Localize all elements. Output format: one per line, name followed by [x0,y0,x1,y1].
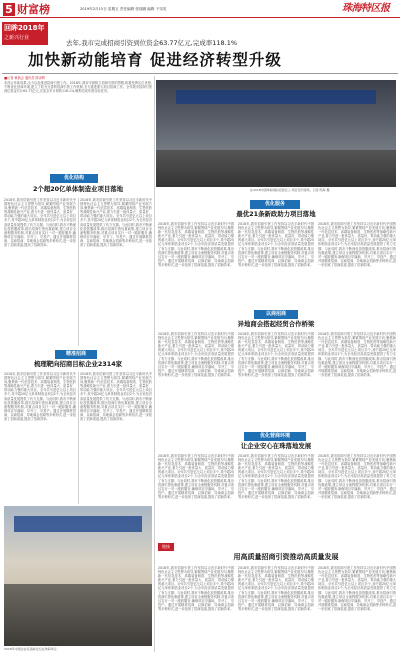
review-badge-subtitle: 之新兴行业 [4,35,30,41]
section-title-21-policies: 最优21条新政助力项目落地 [236,210,316,218]
page-number-badge: 5 [3,3,15,16]
section-body-4a: 2018年,我市招商引资工作坚持以习近平新时代中国特色社会主义思想为指导,紧紧围绕产业发展方向,聚焦新一代信息技术、高端装备制造、生物医药等战略性新兴产业,着力引进一批体量大、质量好、带动能力强的重大项目。全年共引进亿元以上项目多个,其中超20亿元单体制造业项目2个,为全市经济高质量发展提供了有力支撑。与此同时,我市不断深化放管服改革,推出招商引资优惠政策,建立项目全流程服务机制,对重点项目实行一对一跟踪服务,确保项目早落地、早开工、早投产。通过开展精准招商、以商招商、异地商会招商等多种形式,进一步拓宽了招商渠道,提高了招商效率。 [158,332,234,377]
link-body-a: 2018年,我市招商引资工作坚持以习近平新时代中国特色社会主义思想为指导,紧紧围绕产业发展方向,聚焦新一代信息技术、高端装备制造、生物医药等战略性新兴产业,着力引进一批体量大、质量好、带动能力强的重大项目。全年共引进亿元以上项目多个,其中超20亿元单体制造业项目2个,为全市经济高质量发展提供了有力支撑。与此同时,我市不断深化放管服改革,推出招商引资优惠政策,建立项目全流程服务机制,对重点项目实行一对一跟踪服务,确保项目早落地、早开工、早投产。通过开展精准招商、以商招商、异地商会招商等多种形式,进一步拓宽了招商渠道,提高了招商效率。 [158,566,234,611]
group-photo-caption: 2018年中国企业家高峰论坛在珠海举行。 [4,647,60,651]
main-photo-caption: 在2018中国珠海国际招商会上,项目签约现场。记者 陈海 摄 [250,188,330,192]
review-badge-title: 回眸2018年 [4,24,45,32]
link-tag: 链接 [158,543,174,551]
column-divider [154,76,155,652]
section-body-4c: 2018年,我市招商引资工作坚持以习近平新时代中国特色社会主义思想为指导,紧紧围绕产业发展方向,聚焦新一代信息技术、高端装备制造、生物医药等战略性新兴产业,着力引进一批体量大、质量好、带动能力强的重大项目。全年共引进亿元以上项目多个,其中超20亿元单体制造业项目2个,为全市经济高质量发展提供了有力支撑。与此同时,我市不断深化放管服改革,推出招商引资优惠政策,建立项目全流程服务机制,对重点项目实行一对一跟踪服务,确保项目早落地、早开工、早投产。通过开展精准招商、以商招商、异地商会招商等多种形式,进一步拓宽了招商渠道,提高了招商效率。 [318,332,396,377]
section-body-3a: 2018年,我市招商引资工作坚持以习近平新时代中国特色社会主义思想为指导,紧紧围绕产业发展方向,聚焦新一代信息技术、高端装备制造、生物医药等战略性新兴产业,着力引进一批体量大、质量好、带动能力强的重大项目。全年共引进亿元以上项目多个,其中超20亿元单体制造业项目2个,为全市经济高质量发展提供了有力支撑。与此同时,我市不断深化放管服改革,推出招商引资优惠政策,建立项目全流程服务机制,对重点项目实行一对一跟踪服务,确保项目早落地、早开工、早投产。通过开展精准招商、以商招商、异地商会招商等多种形式,进一步拓宽了招商渠道,提高了招商效率。 [4,372,76,422]
section-body-5c: 2018年,我市招商引资工作坚持以习近平新时代中国特色社会主义思想为指导,紧紧围绕产业发展方向,聚焦新一代信息技术、高端装备制造、生物医药等战略性新兴产业,着力引进一批体量大、质量好、带动能力强的重大项目。全年共引进亿元以上项目多个,其中超20亿元单体制造业项目2个,为全市经济高质量发展提供了有力支撑。与此同时,我市不断深化放管服改革,推出招商引资优惠政策,建立项目全流程服务机制,对重点项目实行一对一跟踪服务,确保项目早落地、早开工、早投产。通过开展精准招商、以商招商、异地商会招商等多种形式,进一步拓宽了招商渠道,提高了招商效率。 [318,454,396,499]
photo-crowd [156,150,396,187]
section-title-chamber-bridge: 异地商会搭起经贸合作桥梁 [237,320,315,328]
link-body-b: 2018年,我市招商引资工作坚持以习近平新时代中国特色社会主义思想为指导,紧紧围绕产业发展方向,聚焦新一代信息技术、高端装备制造、生物医药等战略性新兴产业,着力引进一批体量大、质量好、带动能力强的重大项目。全年共引进亿元以上项目多个,其中超20亿元单体制造业项目2个,为全市经济高质量发展提供了有力支撑。与此同时,我市不断深化放管服改革,推出招商引资优惠政策,建立项目全流程服务机制,对重点项目实行一对一跟踪服务,确保项目早落地、早开工、早投产。通过开展精准招商、以商招商、异地商会招商等多种形式,进一步拓宽了招商渠道,提高了招商效率。 [238,566,314,611]
section-body-2a: 2018年,我市招商引资工作坚持以习近平新时代中国特色社会主义思想为指导,紧紧围绕产业发展方向,聚焦新一代信息技术、高端装备制造、生物医药等战略性新兴产业,着力引进一批体量大、质量好、带动能力强的重大项目。全年共引进亿元以上项目多个,其中超20亿元单体制造业项目2个,为全市经济高质量发展提供了有力支撑。与此同时,我市不断深化放管服改革,推出招商引资优惠政策,建立项目全流程服务机制,对重点项目实行一对一跟踪服务,确保项目早落地、早开工、早投产。通过开展精准招商、以商招商、异地商会招商等多种形式,进一步拓宽了招商渠道,提高了招商效率。 [158,222,234,267]
section-tag-business-environment: 优化营商环境 [244,432,306,441]
date-line: 2019年2月15日 星期五 责任编辑 张瑞娜 编辑 于岚英 [80,7,167,11]
section-title-20b-projects: 2个超20亿单体制造业项目落地 [32,185,124,193]
link-story-title: 用高质量招商引资推动高质量发展 [233,553,339,561]
headline-rule [2,73,398,74]
section-body-1b: 2018年,我市招商引资工作坚持以习近平新时代中国特色社会主义思想为指导,紧紧围绕产业发展方向,聚焦新一代信息技术、高端装备制造、生物医药等战略性新兴产业,着力引进一批体量大、质量好、带动能力强的重大项目。全年共引进亿元以上项目多个,其中超20亿元单体制造业项目2个,为全市经济高质量发展提供了有力支撑。与此同时,我市不断深化放管服改革,推出招商引资优惠政策,建立项目全流程服务机制,对重点项目实行一对一跟踪服务,确保项目早落地、早开工、早投产。通过开展精准招商、以商招商、异地商会招商等多种形式,进一步拓宽了招商渠道,提高了招商效率。 [80,198,152,248]
section-body-2b: 2018年,我市招商引资工作坚持以习近平新时代中国特色社会主义思想为指导,紧紧围绕产业发展方向,聚焦新一代信息技术、高端装备制造、生物医药等战略性新兴产业,着力引进一批体量大、质量好、带动能力强的重大项目。全年共引进亿元以上项目多个,其中超20亿元单体制造业项目2个,为全市经济高质量发展提供了有力支撑。与此同时,我市不断深化放管服改革,推出招商引资优惠政策,建立项目全流程服务机制,对重点项目实行一对一跟踪服务,确保项目早落地、早开工、早投产。通过开展精准招商、以商招商、异地商会招商等多种形式,进一步拓宽了招商渠道,提高了招商效率。 [238,222,314,267]
main-headline: 加快新动能培育 促进经济转型升级 [28,51,282,69]
section-tag-business-to-business: 以商招商 [254,310,298,319]
section-body-5b: 2018年,我市招商引资工作坚持以习近平新时代中国特色社会主义思想为指导,紧紧围绕产业发展方向,聚焦新一代信息技术、高端装备制造、生物医药等战略性新兴产业,着力引进一批体量大、质量好、带动能力强的重大项目。全年共引进亿元以上项目多个,其中超20亿元单体制造业项目2个,为全市经济高质量发展提供了有力支撑。与此同时,我市不断深化放管服改革,推出招商引资优惠政策,建立项目全流程服务机制,对重点项目实行一对一跟踪服务,确保项目早落地、早开工、早投产。通过开展精准招商、以商招商、异地商会招商等多种形式,进一步拓宽了招商渠道,提高了招商效率。 [238,454,314,499]
section-body-5a: 2018年,我市招商引资工作坚持以习近平新时代中国特色社会主义思想为指导,紧紧围绕产业发展方向,聚焦新一代信息技术、高端装备制造、生物医药等战略性新兴产业,着力引进一批体量大、质量好、带动能力强的重大项目。全年共引进亿元以上项目多个,其中超20亿元单体制造业项目2个,为全市经济高质量发展提供了有力支撑。与此同时,我市不断深化放管服改革,推出招商引资优惠政策,建立项目全流程服务机制,对重点项目实行一对一跟踪服务,确保项目早落地、早开工、早投产。通过开展精准招商、以商招商、异地商会招商等多种形式,进一步拓宽了招商渠道,提高了招商效率。 [158,454,234,499]
main-lead-text: 求得合作新成果,全力以赴推进招商引资工作。2018年,我市牢固树立招商引资的思路,积极发挥区位优势,不断优化营商环境,建立了较为完善的招商引资工作机制,全力推进重大项目招商工作。全年我市招商引资到位资金共计63.77亿元,完成全年计划的118.1%,顺利完成年度目标任务。 [4,81,152,94]
section-body-4b: 2018年,我市招商引资工作坚持以习近平新时代中国特色社会主义思想为指导,紧紧围绕产业发展方向,聚焦新一代信息技术、高端装备制造、生物医药等战略性新兴产业,着力引进一批体量大、质量好、带动能力强的重大项目。全年共引进亿元以上项目多个,其中超20亿元单体制造业项目2个,为全市经济高质量发展提供了有力支撑。与此同时,我市不断深化放管服改革,推出招商引资优惠政策,建立项目全流程服务机制,对重点项目实行一对一跟踪服务,确保项目早落地、早开工、早投产。通过开展精准招商、以商招商、异地商会招商等多种形式,进一步拓宽了招商渠道,提高了招商效率。 [238,332,314,377]
section-tag-precise-investment: 精准招商 [55,350,97,359]
main-kicker: 去年,我市完成招商引资到位资金63.77亿元,完成率118.1% [66,39,238,47]
section-body-2c: 2018年,我市招商引资工作坚持以习近平新时代中国特色社会主义思想为指导,紧紧围绕产业发展方向,聚焦新一代信息技术、高端装备制造、生物医药等战略性新兴产业,着力引进一批体量大、质量好、带动能力强的重大项目。全年共引进亿元以上项目多个,其中超20亿元单体制造业项目2个,为全市经济高质量发展提供了有力支撑。与此同时,我市不断深化放管服改革,推出招商引资优惠政策,建立项目全流程服务机制,对重点项目实行一对一跟踪服务,确保项目早落地、早开工、早投产。通过开展精准招商、以商招商、异地商会招商等多种形式,进一步拓宽了招商渠道,提高了招商效率。 [318,222,396,267]
section-body-1a: 2018年,我市招商引资工作坚持以习近平新时代中国特色社会主义思想为指导,紧紧围绕产业发展方向,聚焦新一代信息技术、高端装备制造、生物医药等战略性新兴产业,着力引进一批体量大、质量好、带动能力强的重大项目。全年共引进亿元以上项目多个,其中超20亿元单体制造业项目2个,为全市经济高质量发展提供了有力支撑。与此同时,我市不断深化放管服改革,推出招商引资优惠政策,建立项目全流程服务机制,对重点项目实行一对一跟踪服务,确保项目早落地、早开工、早投产。通过开展精准招商、以商招商、异地商会招商等多种形式,进一步拓宽了招商渠道,提高了招商效率。 [4,198,76,248]
section-title-2314-targets: 梳理靶向招商目标企业2314家 [33,360,123,368]
column-divider [78,372,79,504]
masthead-logo: 珠海特区报 [342,3,390,14]
main-photo [156,80,396,187]
section-title-peace-of-mind: 让企业安心在珠落地发展 [240,442,312,450]
section-body-3b: 2018年,我市招商引资工作坚持以习近平新时代中国特色社会主义思想为指导,紧紧围绕产业发展方向,聚焦新一代信息技术、高端装备制造、生物医药等战略性新兴产业,着力引进一批体量大、质量好、带动能力强的重大项目。全年共引进亿元以上项目多个,其中超20亿元单体制造业项目2个,为全市经济高质量发展提供了有力支撑。与此同时,我市不断深化放管服改革,推出招商引资优惠政策,建立项目全流程服务机制,对重点项目实行一对一跟踪服务,确保项目早落地、早开工、早投产。通过开展精准招商、以商招商、异地商会招商等多种形式,进一步拓宽了招商渠道,提高了招商效率。 [80,372,152,422]
header-rule [0,17,400,18]
group-photo-banner [14,516,142,532]
section-name: 财富榜 [17,3,50,16]
column-divider [78,198,79,346]
group-photo [4,506,152,646]
section-tag-optimize-service: 优化服务 [250,200,300,209]
section-tag-optimize-structure: 优化结构 [50,174,98,183]
main-byline: ■记者 黄新会 通讯员 陈泽晖 [4,76,46,80]
link-body-c: 2018年,我市招商引资工作坚持以习近平新时代中国特色社会主义思想为指导,紧紧围绕产业发展方向,聚焦新一代信息技术、高端装备制造、生物医药等战略性新兴产业,着力引进一批体量大、质量好、带动能力强的重大项目。全年共引进亿元以上项目多个,其中超20亿元单体制造业项目2个,为全市经济高质量发展提供了有力支撑。与此同时,我市不断深化放管服改革,推出招商引资优惠政策,建立项目全流程服务机制,对重点项目实行一对一跟踪服务,确保项目早落地、早开工、早投产。通过开展精准招商、以商招商、异地商会招商等多种形式,进一步拓宽了招商渠道,提高了招商效率。 [318,566,396,611]
photo-banner [176,90,376,104]
group-photo-people [4,584,152,646]
